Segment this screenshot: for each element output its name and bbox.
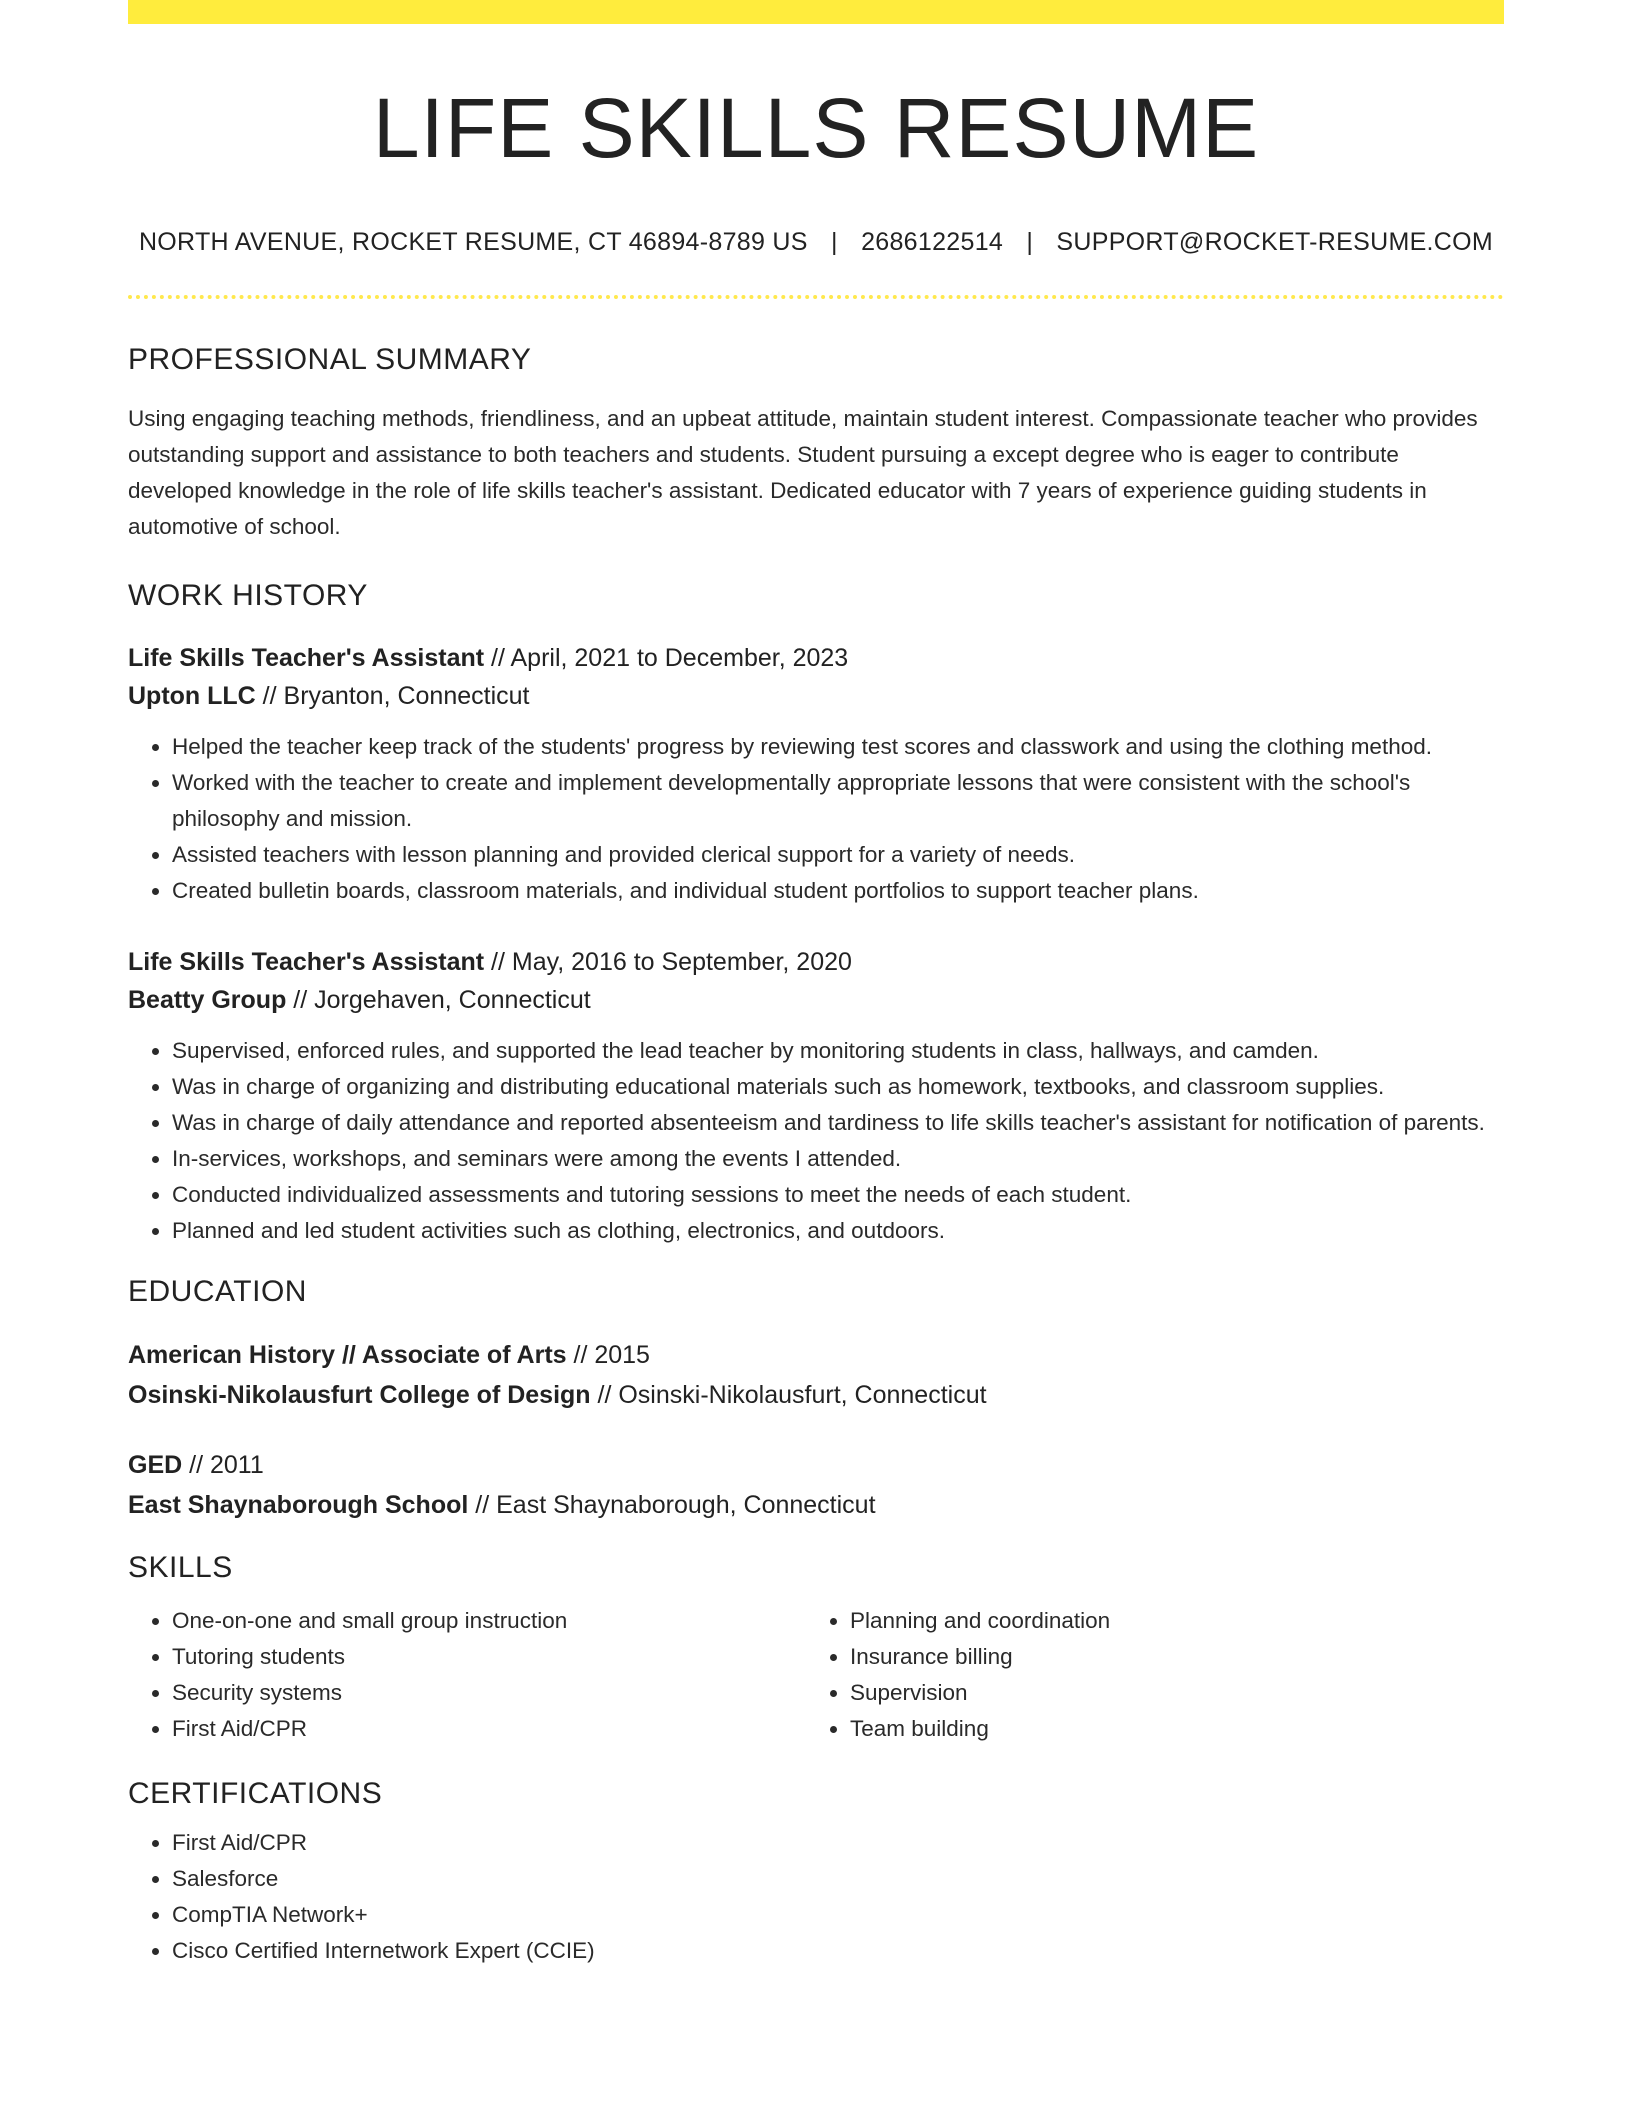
job-dates: // May, 2016 to September, 2020 <box>484 948 852 976</box>
list-item: • CompTIA Network+ <box>172 1897 1504 1933</box>
education-school-line <box>128 1485 1504 1525</box>
list-item: • Supervised, enforced rules, and supported the lead teacher by monitoring students in class, hallways, and camden. <box>172 1033 1504 1069</box>
certifications-heading: CERTIFICATIONS <box>128 1777 383 1810</box>
work-history-heading: WORK HISTORY <box>128 579 368 612</box>
education-school: East Shaynaborough School <box>128 1491 469 1519</box>
job-role: Life Skills Teacher's Assistant <box>128 644 485 672</box>
job-bullets <box>128 1033 1504 1249</box>
job-title-line <box>128 639 1504 677</box>
contact-phone: 2686122514 <box>861 228 1004 256</box>
job-company-line <box>128 981 1504 1019</box>
resume-page <box>128 0 1504 1969</box>
contact-address: NORTH AVENUE, ROCKET RESUME, CT 46894-8789 US <box>138 228 808 256</box>
list-item: • Planned and led student activities such as clothing, electronics, and outdoors. <box>172 1213 1504 1249</box>
list-item: • Created bulletin boards, classroom materials, and individual student portfolios to support teacher plans. <box>172 873 1504 909</box>
education-degree-line <box>128 1335 1504 1375</box>
education-degree-line <box>128 1445 1504 1485</box>
job-dates: // April, 2021 to December, 2023 <box>484 644 849 672</box>
education-location: // Osinski-Nikolausfurt, Connecticut <box>590 1381 987 1409</box>
summary-text: Using engaging teaching methods, friendliness, and an upbeat attitude, maintain student interest. Compassionate teacher who provides outstanding support and assistance to both teachers and students. Student pursuing a except degree who is eager to contribute developed knowledge in the role of life skills teacher's assistant. Dedicated educator with 7 years of experience guiding students in automotive of school. <box>128 406 1478 539</box>
list-item: • Worked with the teacher to create and implement developmentally appropriate lessons that were consistent with the school's philosophy and mission. <box>172 765 1504 837</box>
job-company-line <box>128 677 1504 715</box>
education-heading: EDUCATION <box>128 1275 307 1308</box>
accent-top-bar <box>128 0 1504 24</box>
job-bullets <box>128 729 1504 909</box>
education-degree: American History // Associate of Arts <box>128 1341 567 1369</box>
job-location: // Bryanton, Connecticut <box>255 682 530 710</box>
list-item: • Insurance billing <box>850 1639 1484 1675</box>
list-item: • Team building <box>850 1711 1484 1747</box>
education-year: // 2015 <box>566 1341 650 1369</box>
certifications-list <box>128 1825 1504 1969</box>
list-item: • First Aid/CPR <box>172 1711 806 1747</box>
skills-column-left <box>128 1603 806 1747</box>
list-item: • Cisco Certified Internetwork Expert (CCIE) <box>172 1933 1504 1969</box>
skills-list <box>806 1603 1484 1747</box>
education-entry <box>128 1335 1504 1415</box>
job-location: // Jorgehaven, Connecticut <box>286 986 591 1014</box>
contact-separator: | <box>1026 228 1034 256</box>
list-item: • Supervision <box>850 1675 1484 1711</box>
list-item: • First Aid/CPR <box>172 1825 1504 1861</box>
education-location: // East Shaynaborough, Connecticut <box>468 1491 876 1519</box>
list-item: • Salesforce <box>172 1861 1504 1897</box>
list-item: • Conducted individualized assessments and tutoring sessions to meet the needs of each student. <box>172 1177 1504 1213</box>
education-degree: GED <box>128 1451 183 1479</box>
job-entry <box>128 639 1504 909</box>
job-title-line <box>128 943 1504 981</box>
skills-grid <box>128 1603 1504 1747</box>
list-item: • Security systems <box>172 1675 806 1711</box>
list-item: • Assisted teachers with lesson planning and provided clerical support for a variety of needs. <box>172 837 1504 873</box>
list-item: • Planning and coordination <box>850 1603 1484 1639</box>
list-item: • Was in charge of daily attendance and reported absenteeism and tardiness to life skills teacher's assistant for notification of parents. <box>172 1105 1504 1141</box>
list-item: • Tutoring students <box>172 1639 806 1675</box>
list-item: • In-services, workshops, and seminars were among the events I attended. <box>172 1141 1504 1177</box>
list-item: • One-on-one and small group instruction <box>172 1603 806 1639</box>
list-item: • Was in charge of organizing and distributing educational materials such as homework, textbooks, and classroom supplies. <box>172 1069 1504 1105</box>
resume-name: LIFE SKILLS RESUME <box>372 81 1260 175</box>
job-role: Life Skills Teacher's Assistant <box>128 948 485 976</box>
education-school-line <box>128 1375 1504 1415</box>
skills-column-right <box>806 1603 1484 1747</box>
contact-line <box>128 228 1504 257</box>
education-school: Osinski-Nikolausfurt College of Design <box>128 1381 591 1409</box>
education-entry <box>128 1445 1504 1525</box>
skills-heading: SKILLS <box>128 1551 233 1584</box>
job-company: Upton LLC <box>128 682 256 710</box>
job-company: Beatty Group <box>128 986 287 1014</box>
dotted-divider <box>128 295 1504 299</box>
contact-separator: | <box>831 228 838 256</box>
education-year: // 2011 <box>182 1451 264 1479</box>
contact-email: SUPPORT@ROCKET-RESUME.COM <box>1056 228 1494 256</box>
summary-heading: PROFESSIONAL SUMMARY <box>128 343 532 376</box>
skills-list <box>128 1603 806 1747</box>
job-entry <box>128 943 1504 1249</box>
list-item: • Helped the teacher keep track of the students' progress by reviewing test scores and classwork and using the clothing method. <box>172 729 1504 765</box>
